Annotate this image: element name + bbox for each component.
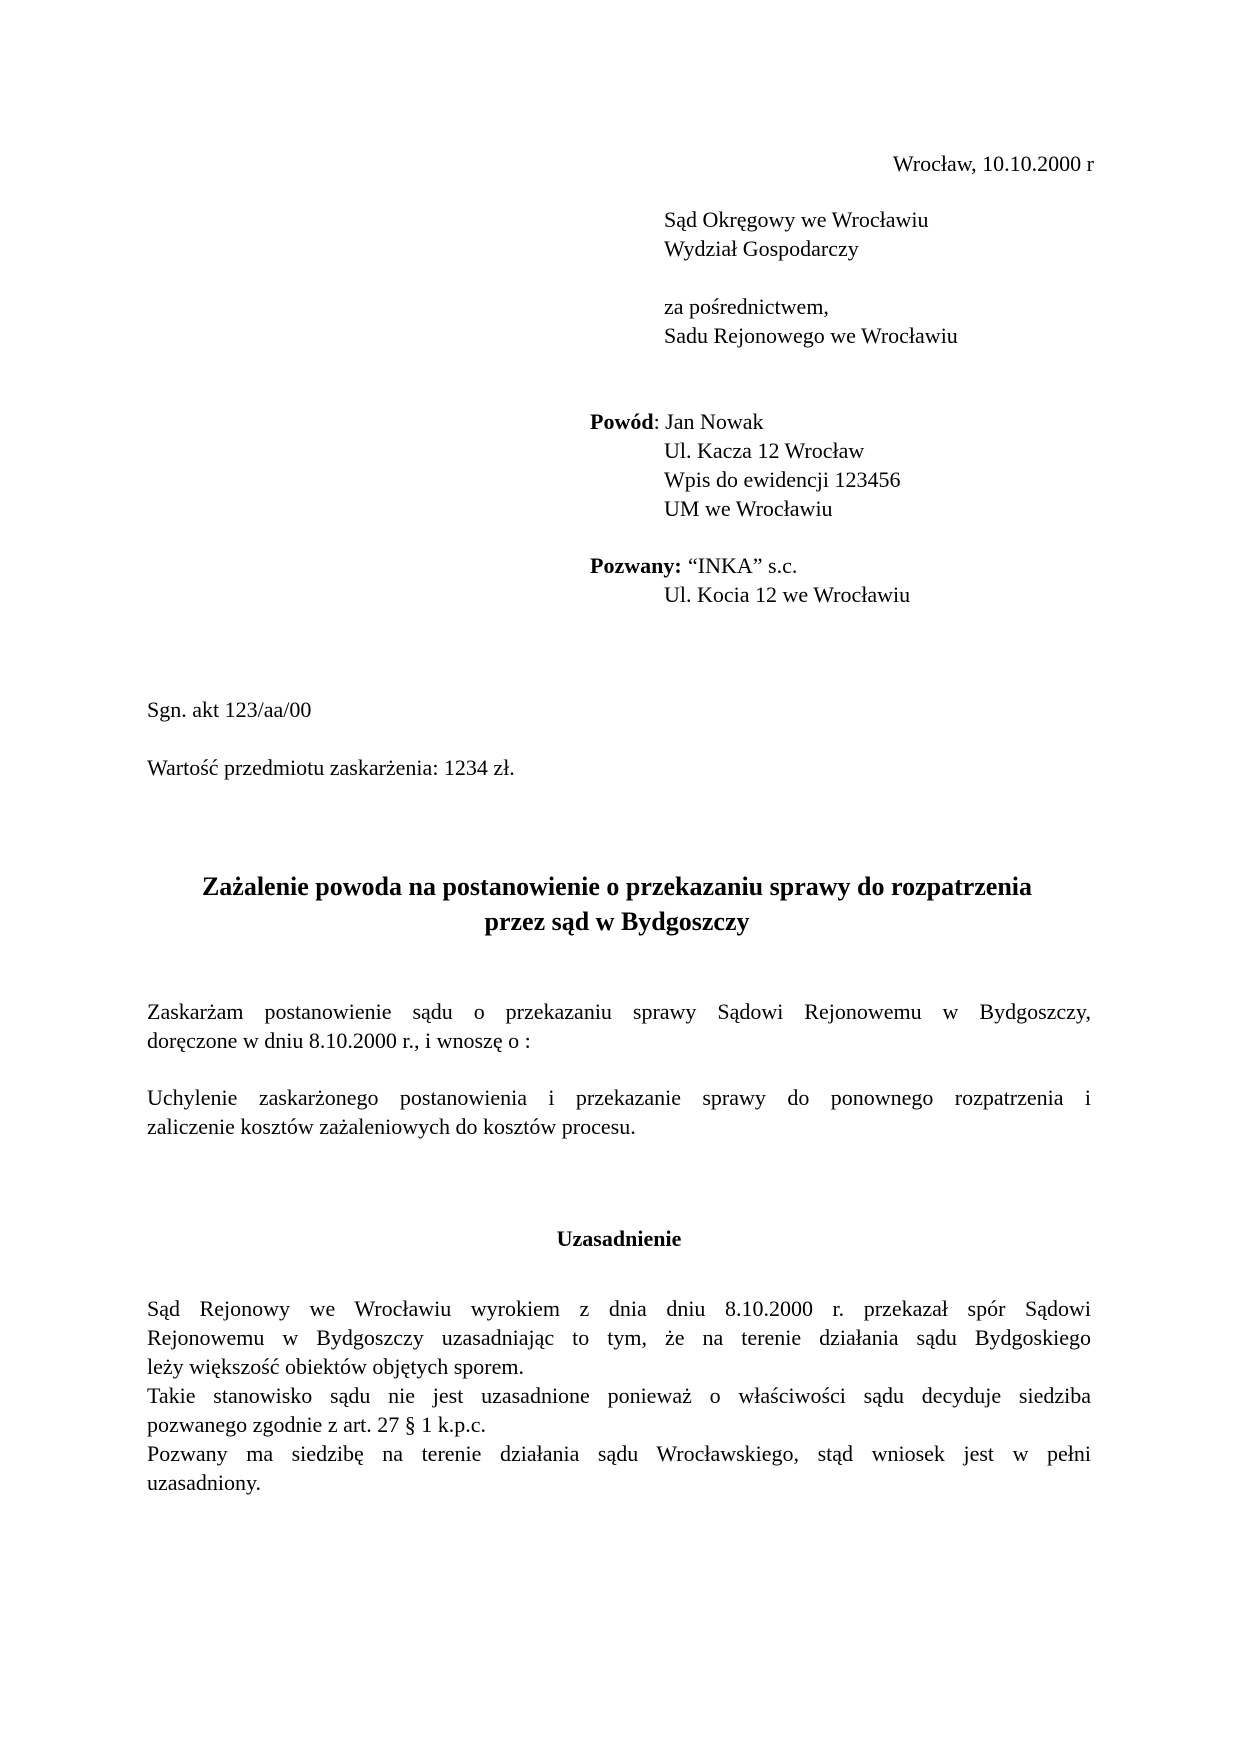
- paragraph-line: Rejonowemu w Bydgoszczy uzasadniając to tym, że na terenie działania sądu Bydgoskiego: [147, 1325, 1091, 1350]
- motion-paragraph: [147, 1083, 1091, 1141]
- plaintiff-label: Powód: [590, 409, 654, 434]
- paragraph-line: Uchylenie zaskarżonego postanowienia i przekazanie sprawy do ponownego rozpatrzenia i: [147, 1085, 1091, 1110]
- court-name: Sąd Okręgowy we Wrocławiu: [664, 207, 929, 232]
- paragraph-line: pozwanego zgodnie z art. 27 § 1 k.p.c.: [147, 1412, 487, 1437]
- paragraph-line: zaliczenie kosztów zażaleniowych do kosztów procesu.: [147, 1114, 636, 1139]
- court-via-name: Sadu Rejonowego we Wrocławiu: [664, 323, 958, 348]
- court-department: Wydział Gospodarczy: [664, 236, 859, 261]
- plaintiff-name: : Jan Nowak: [653, 409, 764, 434]
- paragraph-line: uzasadniony.: [147, 1470, 262, 1495]
- paragraph-line: Takie stanowisko sądu nie jest uzasadnione ponieważ o właściwości sądu decyduje siedziba: [147, 1383, 1091, 1408]
- paragraph-line: leży większość obiektów objętych sporem.: [147, 1354, 524, 1379]
- defendant-name: “INKA” s.c.: [688, 553, 798, 578]
- court-via-label: za pośrednictwem,: [664, 294, 829, 319]
- plaintiff-registry-line: Wpis do ewidencji 123456: [664, 467, 901, 492]
- title-line-2: przez sąd w Bydgoszczy: [484, 907, 750, 936]
- document-date: Wrocław, 10.10.2000 r: [892, 151, 1094, 176]
- paragraph-line: Pozwany ma siedzibę na terenie działania sądu Wrocławskiego, stąd wniosek jest w pełni: [147, 1441, 1091, 1466]
- justification-heading: Uzasadnienie: [556, 1226, 682, 1251]
- plaintiff-line: [590, 407, 764, 436]
- defendant-address: Ul. Kocia 12 we Wrocławiu: [664, 582, 911, 607]
- paragraph-line: Zaskarżam postanowienie sądu o przekazaniu sprawy Sądowi Rejonowemu w Bydgoszczy,: [147, 999, 1091, 1024]
- justification-paragraph: [147, 1294, 1091, 1497]
- defendant-label: Pozwany:: [590, 553, 682, 578]
- case-value: Wartość przedmiotu zaskarżenia: 1234 zł.: [147, 755, 515, 780]
- document-title: [147, 869, 1087, 939]
- paragraph-line: doręczone w dniu 8.10.2000 r., i wnoszę o :: [147, 1028, 531, 1053]
- plaintiff-authority-line: UM we Wrocławiu: [664, 496, 833, 521]
- plaintiff-address-line: Ul. Kacza 12 Wrocław: [664, 438, 865, 463]
- request-paragraph: [147, 997, 1091, 1055]
- paragraph-line: Sąd Rejonowy we Wrocławiu wyrokiem z dnia dniu 8.10.2000 r. przekazał spór Sądowi: [147, 1296, 1091, 1321]
- case-signature: Sgn. akt 123/aa/00: [147, 697, 312, 722]
- title-line-1: Zażalenie powoda na postanowienie o przekazaniu sprawy do rozpatrzenia: [201, 872, 1033, 901]
